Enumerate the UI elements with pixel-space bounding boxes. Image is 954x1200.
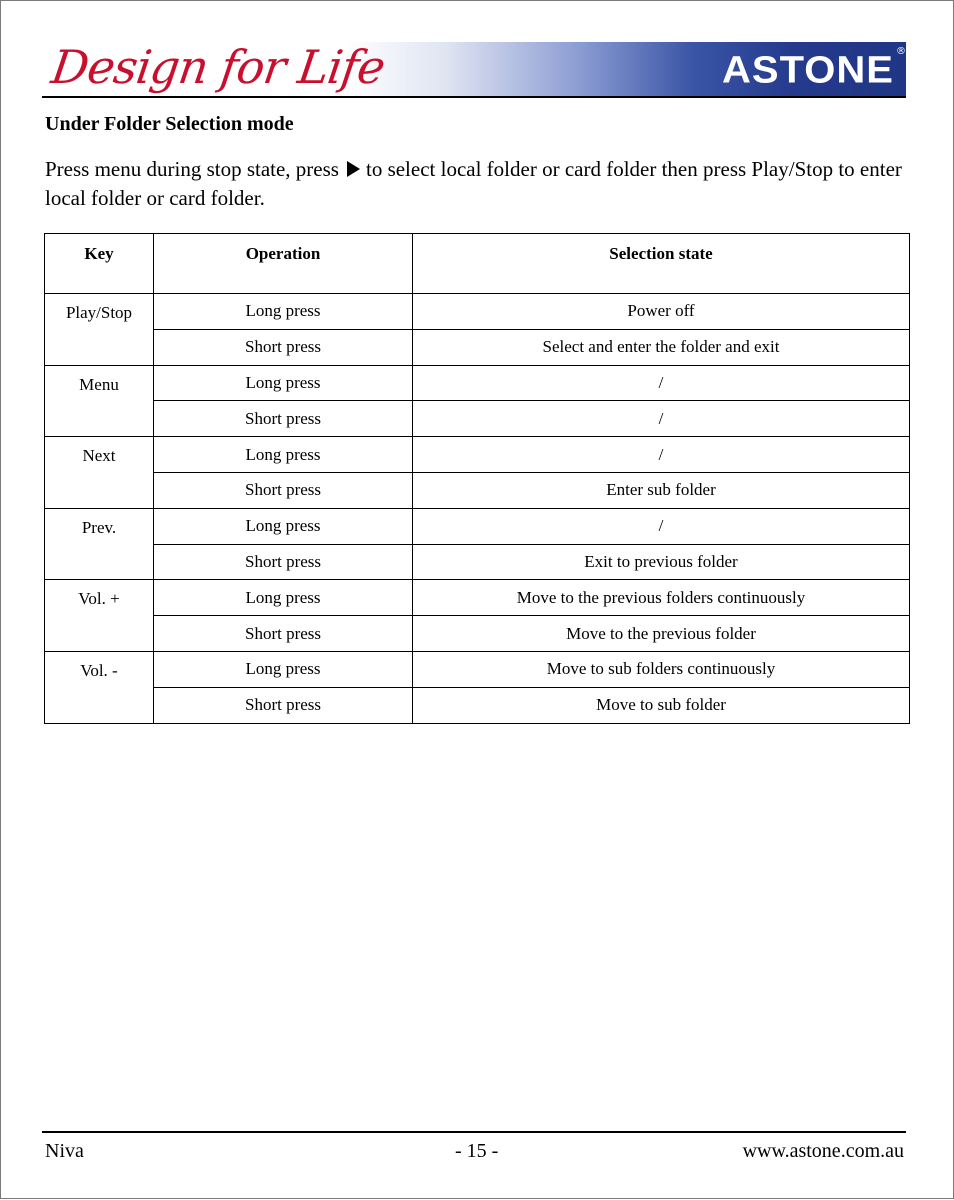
table-row: [45, 365, 910, 401]
state-cell: Exit to previous folder: [413, 544, 910, 580]
table-row: [45, 687, 910, 723]
operation-cell: Long press: [154, 651, 413, 687]
table-row: [45, 616, 910, 652]
table-row: [45, 472, 910, 508]
header-selection-state: Selection state: [413, 234, 910, 294]
header-divider: [42, 96, 906, 98]
header-band: [346, 42, 906, 96]
tagline-logo: Design for Life: [48, 40, 388, 94]
state-cell: Move to the previous folders continuously: [413, 580, 910, 616]
operation-cell: Short press: [154, 472, 413, 508]
operation-cell: Short press: [154, 544, 413, 580]
operation-cell: Short press: [154, 401, 413, 437]
instructions-part2: to select local folder or card folder then press Play/Stop to enter local folder or card folder.: [45, 157, 902, 210]
operation-cell: Long press: [154, 508, 413, 544]
key-operation-table: [44, 233, 910, 724]
key-cell: Play/Stop: [45, 294, 154, 366]
play-icon: [347, 161, 360, 177]
state-cell: Select and enter the folder and exit: [413, 329, 910, 365]
state-cell: Move to sub folders continuously: [413, 651, 910, 687]
key-cell: Menu: [45, 365, 154, 437]
footer-product: Niva: [45, 1140, 84, 1162]
page-number: - 15 -: [455, 1140, 499, 1162]
operation-cell: Short press: [154, 687, 413, 723]
state-cell: /: [413, 365, 910, 401]
header-key: Key: [45, 234, 154, 294]
table-row: [45, 437, 910, 473]
table-row: [45, 580, 910, 616]
footer-website: www.astone.com.au: [742, 1140, 904, 1162]
section-title: Under Folder Selection mode: [45, 113, 294, 135]
state-cell: /: [413, 401, 910, 437]
astone-logo: ASTONE: [722, 49, 894, 91]
state-cell: Power off: [413, 294, 910, 330]
operation-cell: Long press: [154, 437, 413, 473]
table-row: [45, 508, 910, 544]
instructions-paragraph: [45, 155, 915, 213]
table-row: [45, 544, 910, 580]
header-operation: Operation: [154, 234, 413, 294]
page-header: [42, 42, 906, 96]
key-cell: Vol. -: [45, 651, 154, 723]
key-cell: Next: [45, 437, 154, 509]
state-cell: /: [413, 508, 910, 544]
table-row: [45, 651, 910, 687]
footer-divider: [42, 1131, 906, 1133]
operation-cell: Short press: [154, 329, 413, 365]
registered-mark: ®: [896, 46, 906, 57]
state-cell: Enter sub folder: [413, 472, 910, 508]
state-cell: /: [413, 437, 910, 473]
operation-cell: Long press: [154, 365, 413, 401]
table-row: [45, 294, 910, 330]
key-cell: Vol. +: [45, 580, 154, 652]
state-cell: Move to the previous folder: [413, 616, 910, 652]
key-cell: Prev.: [45, 508, 154, 580]
table-header-row: [45, 234, 910, 294]
operation-cell: Long press: [154, 294, 413, 330]
operation-cell: Long press: [154, 580, 413, 616]
instructions-part1: Press menu during stop state, press: [45, 157, 339, 181]
table-row: [45, 329, 910, 365]
table-row: [45, 401, 910, 437]
operation-cell: Short press: [154, 616, 413, 652]
state-cell: Move to sub folder: [413, 687, 910, 723]
